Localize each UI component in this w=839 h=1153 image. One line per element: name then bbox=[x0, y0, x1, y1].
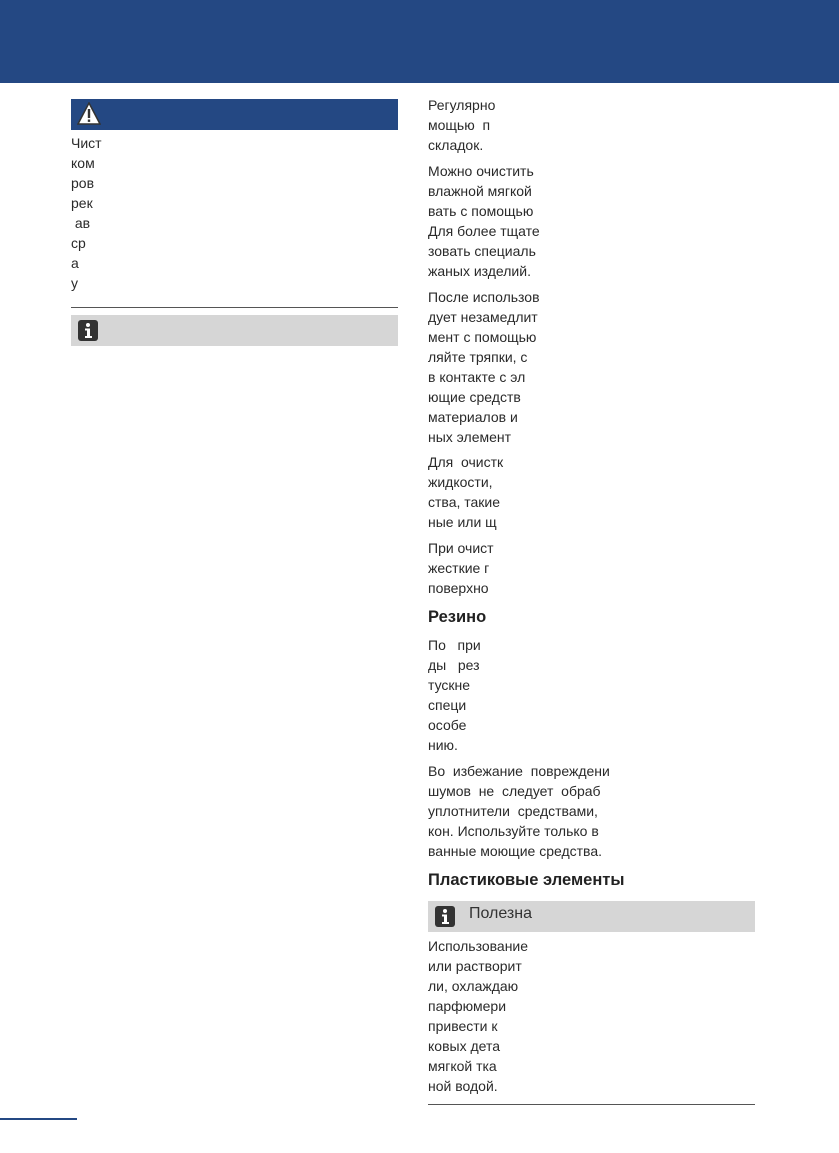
useful-info-label: Полезна bbox=[469, 905, 532, 922]
info-bar bbox=[71, 315, 398, 346]
paragraph bbox=[428, 161, 540, 281]
info-icon bbox=[78, 320, 98, 341]
text-line: ковых дета bbox=[428, 1038, 500, 1054]
warning-line: а bbox=[71, 255, 79, 271]
text-line: ной водой. bbox=[428, 1078, 498, 1094]
text-line: поверхно bbox=[428, 580, 489, 596]
section-divider bbox=[71, 307, 398, 308]
text-line: привести к bbox=[428, 1018, 498, 1034]
footer-rule bbox=[0, 1118, 77, 1120]
rubber-heading: Резино bbox=[428, 608, 487, 626]
text-line: вать с помощью bbox=[428, 203, 534, 219]
info-icon bbox=[435, 906, 455, 927]
warning-line: ком bbox=[71, 155, 95, 171]
text-line: Регулярно bbox=[428, 97, 496, 113]
paragraph bbox=[428, 538, 494, 598]
text-line: особе bbox=[428, 717, 467, 733]
section-divider bbox=[428, 1104, 755, 1105]
text-line: ванные моющие средства. bbox=[428, 843, 602, 859]
warning-line: Чист bbox=[71, 135, 102, 151]
text-line: Для более тщате bbox=[428, 223, 540, 239]
text-line: ляйте тряпки, с bbox=[428, 349, 528, 365]
text-line: мягкой тка bbox=[428, 1058, 497, 1074]
text-line: По при bbox=[428, 637, 481, 653]
text-line: Можно очистить bbox=[428, 163, 534, 179]
text-line: шумов не следует обраб bbox=[428, 783, 601, 799]
warning-line: ров bbox=[71, 175, 95, 191]
useful-info-bar bbox=[428, 901, 755, 932]
warning-line: ав bbox=[71, 215, 91, 231]
paragraph bbox=[428, 635, 481, 755]
text-line: Во избежание повреждени bbox=[428, 763, 610, 779]
text-line: специ bbox=[428, 697, 467, 713]
text-line: нию. bbox=[428, 737, 458, 753]
text-line: дует незамедлит bbox=[428, 309, 538, 325]
warning-line: ср bbox=[71, 235, 86, 251]
text-line: или растворит bbox=[428, 958, 522, 974]
text-line: ли, охлаждаю bbox=[428, 978, 519, 994]
text-line: ды рез bbox=[428, 657, 480, 673]
text-line: кон. Используйте только в bbox=[428, 823, 599, 839]
paragraph bbox=[428, 761, 610, 861]
text-line: ные или щ bbox=[428, 514, 497, 530]
header-bar bbox=[0, 0, 839, 83]
text-line: После использов bbox=[428, 289, 540, 305]
text-line: ющие средств bbox=[428, 389, 521, 405]
text-line: жесткие г bbox=[428, 560, 490, 576]
text-line: уплотнители средствами, bbox=[428, 803, 598, 819]
text-line: влажной мягкой bbox=[428, 183, 532, 199]
text-line: зовать специаль bbox=[428, 243, 536, 259]
text-line: мент с помощью bbox=[428, 329, 537, 345]
text-line: ства, такие bbox=[428, 494, 501, 510]
paragraph bbox=[428, 936, 528, 1096]
text-line: мощью п bbox=[428, 117, 491, 133]
text-line: материалов и bbox=[428, 409, 518, 425]
text-line: ных элемент bbox=[428, 429, 512, 445]
paragraph bbox=[428, 95, 495, 155]
plastic-heading: Пластиковые элементы bbox=[428, 871, 625, 889]
paragraph bbox=[428, 287, 540, 447]
text-line: Для очистк bbox=[428, 454, 504, 470]
text-line: При очист bbox=[428, 540, 494, 556]
warning-text bbox=[71, 133, 102, 293]
text-line: в контакте с эл bbox=[428, 369, 526, 385]
text-line: Использование bbox=[428, 938, 529, 954]
text-line: складок. bbox=[428, 137, 484, 153]
warning-line: у bbox=[71, 275, 78, 291]
warning-bar bbox=[71, 99, 398, 130]
warning-icon bbox=[77, 102, 101, 126]
warning-line: рек bbox=[71, 195, 93, 211]
paragraph bbox=[428, 452, 503, 532]
text-line: жидкости, bbox=[428, 474, 493, 490]
text-line: тускне bbox=[428, 677, 471, 693]
text-line: жаных изделий. bbox=[428, 263, 531, 279]
text-line: парфюмери bbox=[428, 998, 507, 1014]
